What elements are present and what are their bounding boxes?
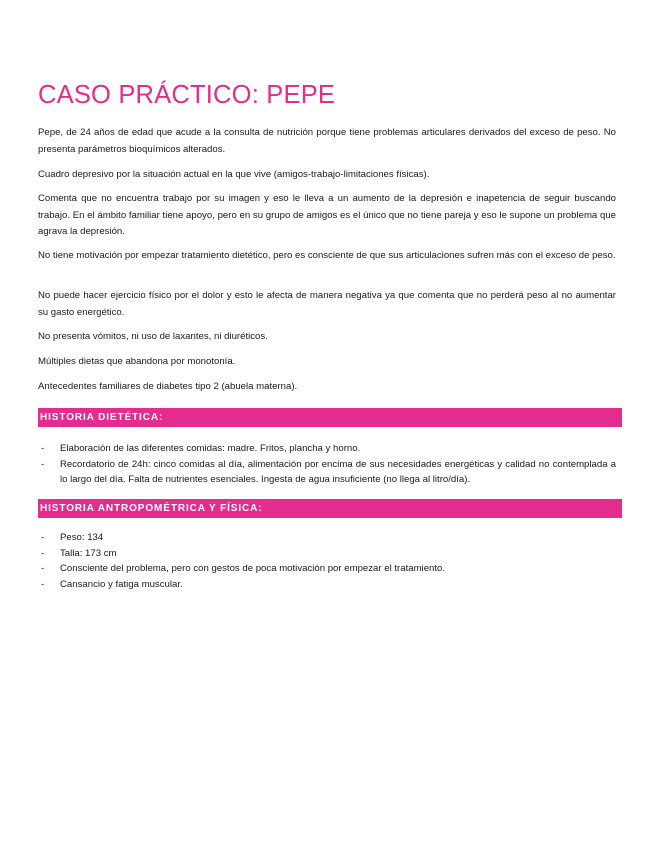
paragraph-intro: Pepe, de 24 años de edad que acude a la consulta de nutrición porque tiene problemas articulares derivados del exceso de peso. No presenta parámetros bioquímicos alterados. [38,127,616,155]
paragraph-work: Comenta que no encuentra trabajo por su imagen y eso le lleva a un aumento de la depresión e inapetencia de seguir buscando trabajo. En el ámbito familiar tiene apoyo, pero en su grupo de amigos es el único que no tiene pareja y eso le supone un problema que agrava la depresión. [38,193,616,237]
anthropometric-history-list [38,530,616,592]
list-item [38,530,616,546]
paragraph-diets: Múltiples dietas que abandona por monotonía. [38,356,236,367]
bullet-dash: - [41,458,45,470]
paragraph-motivation: No tiene motivación por empezar tratamiento dietético, pero es consciente de que sus articulaciones sufren más con el exceso de peso. [38,250,616,261]
list-item-text: Elaboración de las diferentes comidas: madre. Fritos, plancha y horno. [60,443,361,454]
bullet-dash: - [41,547,45,559]
dietary-history-list [38,441,616,488]
bullet-dash: - [41,443,45,454]
list-item-text: Consciente del problema, pero con gestos de poca motivación por empezar el tratamiento. [60,563,446,574]
list-item [38,546,616,562]
paragraph-no-vomiting: No presenta vómitos, ni uso de laxantes, ni diuréticos. [38,331,268,342]
paragraph-family-history: Antecedentes familiares de diabetes tipo 2 (abuela materna). [38,381,298,392]
bullet-dash: - [41,578,45,590]
list-item [38,577,616,593]
bullet-dash: - [41,532,45,543]
list-item [38,441,616,457]
list-item [38,561,616,577]
list-item [38,457,616,488]
page-title: CASO PRÁCTICO: PEPE [38,81,336,109]
list-item-text: Talla: 173 cm [60,547,117,559]
section-heading-anthropometric-history: HISTORIA ANTROPOMÉTRICA Y FÍSICA: [38,499,622,518]
list-item-text: Cansancio y fatiga muscular. [60,578,183,590]
paragraph-exercise: No puede hacer ejercicio físico por el dolor y esto le afecta de manera negativa ya que comenta que no perderá peso al no aumentar su gasto energético. [38,290,616,318]
section-heading-dietary-history: HISTORIA DIETÉTICA: [38,408,622,427]
list-item-text: Recordatorio de 24h: cinco comidas al día, alimentación por encima de sus necesidades energéticas y calidad no contemplada a lo largo del día. Falta de nutrientes esenciales. Ingesta de agua insuficiente (no llega al litro/día). [60,458,616,485]
paragraph-depression: Cuadro depresivo por la situación actual en la que vive (amigos-trabajo-limitaciones físicas). [38,169,430,180]
bullet-dash: - [41,563,45,574]
list-item-text: Peso: 134 [60,532,104,543]
